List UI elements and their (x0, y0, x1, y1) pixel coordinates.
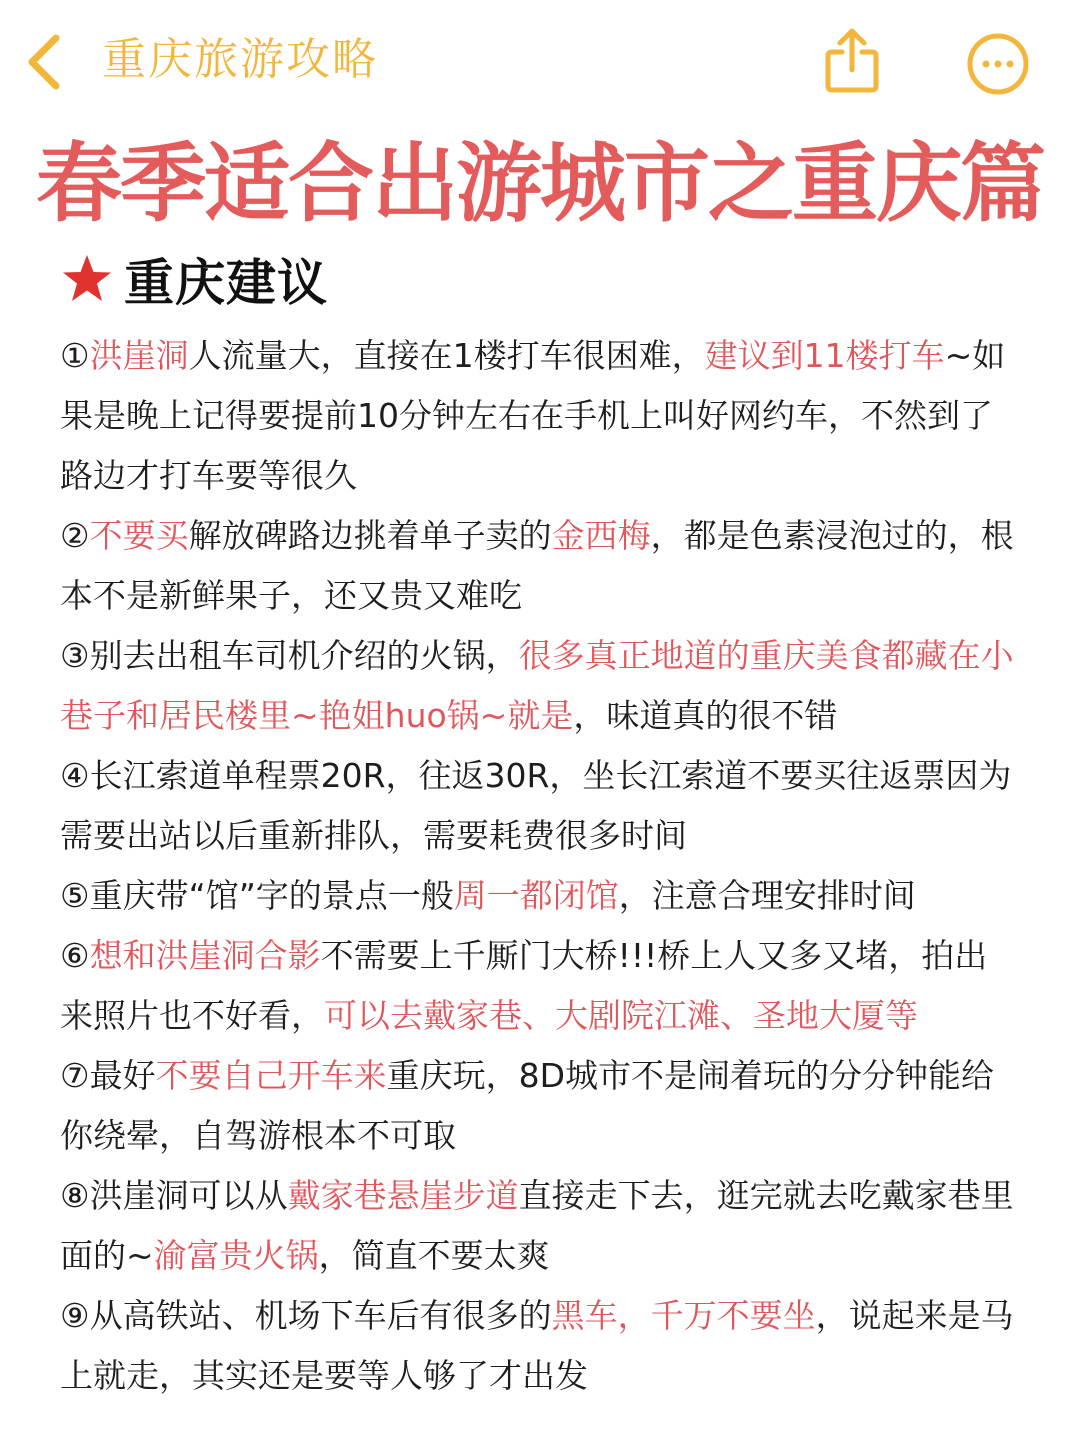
tip-text: ，味道真的很不错 (573, 696, 838, 735)
share-icon (820, 26, 884, 96)
tip-text: ，说起来是马上就走，其实还是要等人够了才出发 (60, 1296, 1014, 1395)
tip-highlight-text: 很多真正地道的重庆美食都藏在小巷子和居民楼里~艳姐huo锅~就是 (60, 636, 1014, 735)
tips-list (60, 326, 1020, 1406)
tip-number: ⑥ (60, 936, 90, 975)
tip-highlight-text: 周一都闭馆 (453, 876, 619, 915)
tip-highlight-text: 不要买 (89, 516, 189, 555)
tip-highlight-text: 想和洪崖洞合影 (89, 936, 321, 975)
tip-number: ④ (60, 756, 90, 795)
tip-text: 别去出租车司机介绍的火锅， (89, 636, 519, 675)
tip-number: ⑨ (60, 1296, 90, 1335)
tip-number: ① (60, 336, 90, 375)
tip-highlight-text: 可以去戴家巷、大剧院江滩、圣地大厦等 (324, 996, 918, 1035)
tip-item (60, 1286, 1020, 1406)
tip-text: 最好 (89, 1056, 156, 1095)
star-icon (60, 252, 114, 306)
more-icon (966, 32, 1030, 96)
tip-item (60, 1166, 1020, 1286)
tip-text: ，简直不要太爽 (318, 1236, 550, 1275)
tip-item (60, 626, 1020, 746)
tip-number: ⑦ (60, 1056, 90, 1095)
tip-highlight-text: 黑车，千万不要坐 (551, 1296, 816, 1335)
tip-text: 长江索道单程票20R，往返30R，坐长江索道不要买往返票因为需要出站以后重新排队，需要耗费很多时间 (60, 756, 1012, 855)
chevron-left-icon (22, 32, 66, 92)
share-button[interactable] (820, 26, 884, 96)
tip-number: ⑤ (60, 876, 90, 915)
tip-number: ⑧ (60, 1176, 90, 1215)
tip-text: 解放碑路边挑着单子卖的 (188, 516, 552, 555)
tip-number: ③ (60, 636, 90, 675)
tip-item (60, 1046, 1020, 1166)
tip-text: 重庆带“馆”字的景点一般 (89, 876, 454, 915)
tip-text: ，都是色素浸泡过的，根本不是新鲜果子，还又贵又难吃 (60, 516, 1014, 615)
tip-text: 重庆玩，8D城市不是闹着玩的分分钟能给你绕晕，自驾游根本不可取 (60, 1056, 994, 1155)
tip-text: 从高铁站、机场下车后有很多的 (89, 1296, 552, 1335)
tip-item (60, 926, 1020, 1046)
tip-item (60, 866, 1020, 926)
tip-highlight-text: 金西梅 (551, 516, 651, 555)
tip-text: ~如果是晚上记得要提前10分钟左右在手机上叫好网约车，不然到了路边才打车要等很久 (60, 336, 1006, 495)
tip-highlight-text: 渝富贵火锅 (153, 1236, 319, 1275)
tip-highlight-text: 戴家巷悬崖步道 (287, 1176, 519, 1215)
main-title: 春季适合出游城市之重庆篇 (36, 134, 1044, 234)
tip-highlight-text: 洪崖洞 (89, 336, 189, 375)
tip-text: 洪崖洞可以从 (89, 1176, 288, 1215)
section-title: 重庆建议 (124, 254, 328, 312)
more-button[interactable] (966, 32, 1030, 96)
tip-item (60, 506, 1020, 626)
tip-item (60, 326, 1020, 506)
top-nav-bar (0, 0, 1080, 120)
tip-highlight-text: 不要自己开车来 (155, 1056, 387, 1095)
tip-text: 直接走下去，逛完就去吃戴家巷里面的~ (60, 1176, 1014, 1275)
tip-text: ，注意合理安排时间 (618, 876, 916, 915)
nav-title: 重庆旅游攻略 (102, 34, 378, 85)
tip-item (60, 746, 1020, 866)
tip-text: 不需要上千厮门大桥!!!桥上人又多又堵，拍出来照片也不好看， (60, 936, 988, 1035)
tip-text: 人流量大，直接在1楼打车很困难， (188, 336, 705, 375)
tip-highlight-text: 建议到11楼打车 (704, 336, 945, 375)
back-button[interactable] (22, 32, 66, 92)
tip-number: ② (60, 516, 90, 555)
section-header (60, 244, 328, 314)
